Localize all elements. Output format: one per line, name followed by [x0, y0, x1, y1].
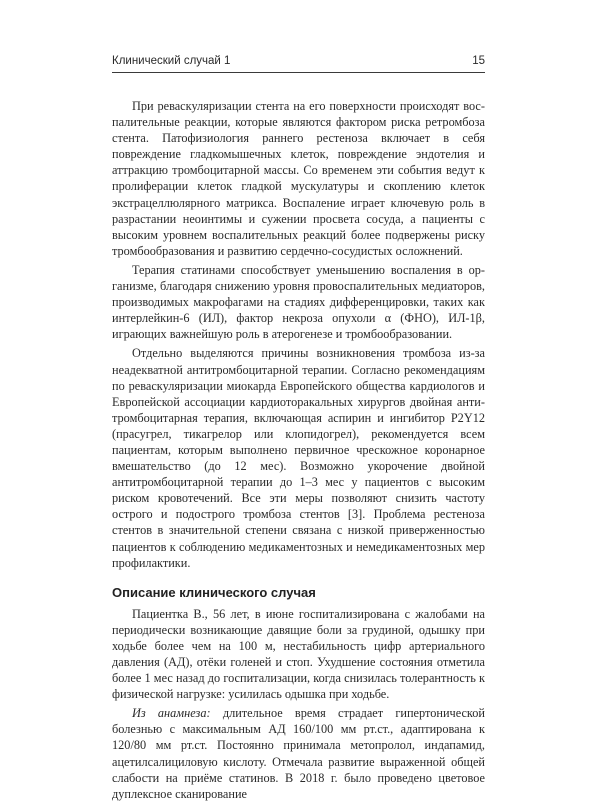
section-heading: Описание клинического случая	[112, 584, 316, 600]
anamnesis-label: Из анамнеза:	[132, 706, 211, 721]
paragraph-restenosis: При реваскуляризации стента на его поверхности происходят воспалительные реакции, которые являются фактором риска ретромбоза стента. Патофизиология раннего рестеноза включает в себя повреждение гладкомышечных клеток, повреждение эндотелия и аттракцию тромбоцитарной массы. Со временем эти события ведут к пролиферации клеток гладкой мускулатуры и скоплению клеток экстрацеллюлярного матрикса. Воспаление играет ключевую роль в разрастании неоинтимы и сужении просвета сосуда, а пациенты с высоким уровнем воспалительных реакций более подвержены риску тромбообразования и развитию сердечно-сосудистых осложнений.	[112, 99, 485, 258]
body-text	[112, 98, 485, 802]
paragraph-statins: Терапия статинами способствует уменьшению воспаления в организме, благодаря снижению уровня провоспалительных медиаторов, производимых макрофагами на стадиях дифференцировки, таких как интерлейкин-6 (ИЛ), фактор некроза опухоли α (ФНО), ИЛ-1β, играющих важнейшую роль в атерогенезе и тромбообразовании.	[112, 262, 485, 342]
paragraph-anamnesis	[112, 705, 485, 802]
paragraph-antiplatelet: Отдельно выделяются причины возникновения тромбоза из-за неадекватной антитромбоцитарной терапии. Согласно рекомендациям по реваскуляризации миокарда Европейского общества кардиологов и Европейской ассоциации кардиоторакальных хирургов двойная антитромбоцитарная терапия, включающая аспирин и ингибитор P2Y12 (прасугрел, тикагрелор или клопидогрел), рекомендуется всем пациентам, которым выполнено первичное чрескожное коронарное вмешательство (до 12 мес). Возможно укорочение двойной антитромбоцитарной терапии до 1–3 мес у пациентов с высоким риском кровотечений. Все эти меры позволяют снизить частоту острого и подострого тромбоза стентов [3]. Проблема рестеноза стентов в значительной степени связана с низкой приверженностью пациентов к соблюдению медикаментозных и немедикаментозных мер профилактики.	[112, 346, 485, 570]
page-number: 15	[472, 55, 485, 67]
running-header	[112, 54, 485, 73]
chapter-title: Клинический случай 1	[112, 55, 231, 67]
anamnesis-text: длительное время страдает гипертонической болезнью с максимальным АД 160/100 мм рт.ст., адаптирована к 120/80 мм рт.ст. Постоянно принимала метопролол, индапамид, ацетилсалициловую кислоту. Отмечала развитие выраженной общей слабости на приёме статинов. В 2018 г. было проведено цветовое дуплексное сканирование	[112, 706, 486, 801]
paragraph-complaints: Пациентка В., 56 лет, в июне госпитализирована с жалобами на периодически возникающие давящие боли за грудиной, одышку при ходьбе более чем на 100 м, нестабильность цифр артериального давления (АД), отёки голеней и стоп. Ухудшение состояния отметила более 1 мес назад до госпитализации, когда снизилась толерантность к физической нагрузке: усилилась одышка при ходьбе.	[112, 606, 485, 702]
